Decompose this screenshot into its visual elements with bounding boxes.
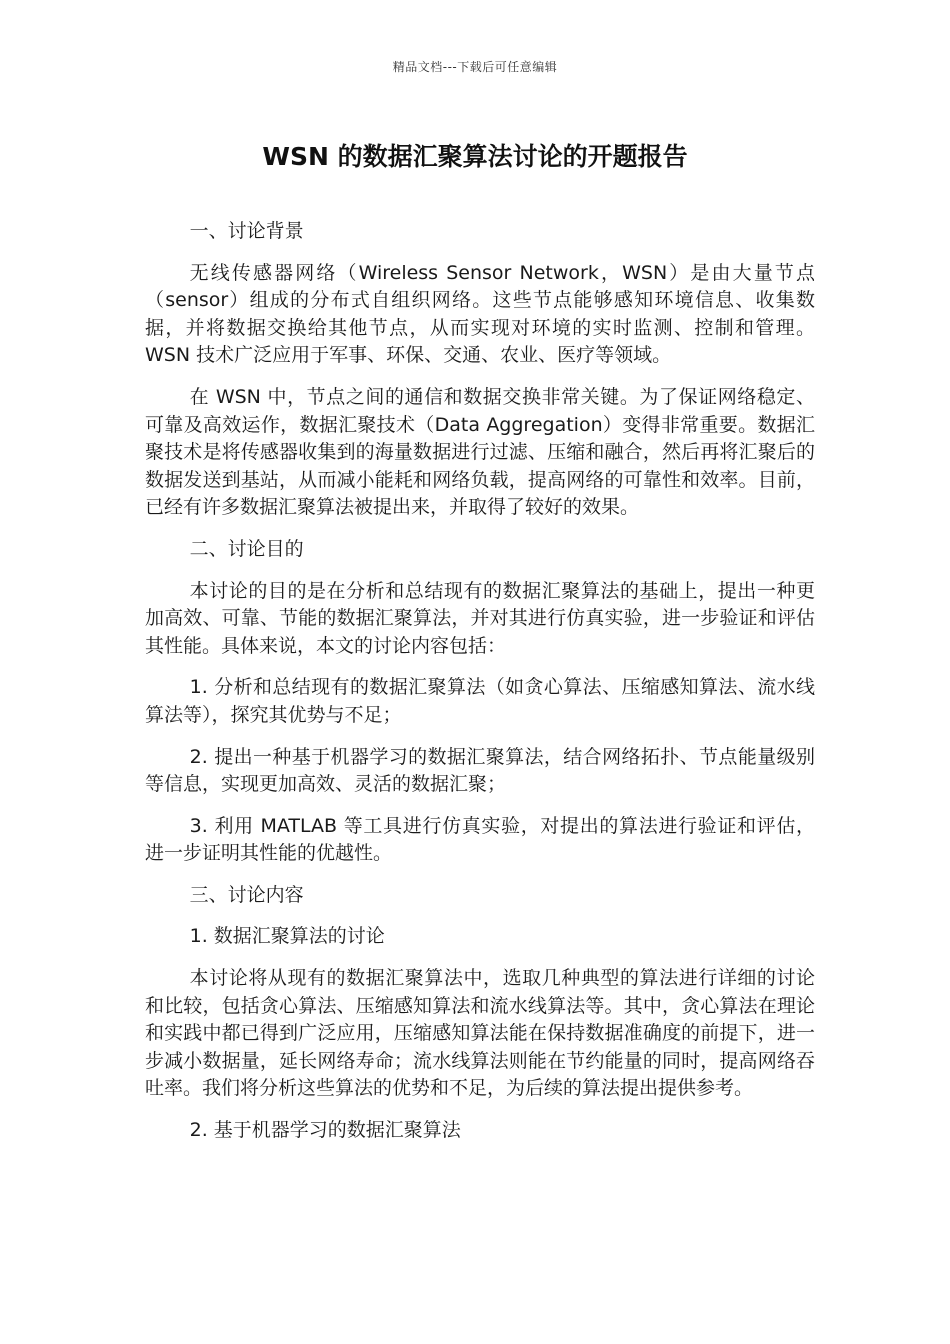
section-heading-background: 一、讨论背景 <box>189 220 304 242</box>
list-item-1: 1. 分析和总结现有的数据汇聚算法（如贪心算法、压缩感知算法、流水线算法等），探究其优势与不足； <box>145 676 815 726</box>
subsection-heading-1: 1. 数据汇聚算法的讨论 <box>189 925 385 948</box>
document-body <box>145 218 815 1159</box>
document-title: WSN 的数据汇聚算法讨论的开题报告 <box>262 142 688 171</box>
list-item-3: 3. 利用 MATLAB 等工具进行仿真实验，对提出的算法进行验证和评估，进一步证明其性能的优越性。 <box>145 814 815 865</box>
paragraph-wsn-intro: 无线传感器网络（Wireless Sensor Network，WSN）是由大量节点（sensor）组成的分布式自组织网络。这些节点能够感知环境信息、收集数据，并将数据交换给其他节点，从而实现对环境的实时监测、控制和管理。WSN 技术广泛应用于军事、环保、交通、农业、医疗等领域。 <box>145 261 815 367</box>
paragraph-algorithm-discussion: 本讨论将从现有的数据汇聚算法中，选取几种典型的算法进行详细的讨论和比较，包括贪心算法、压缩感知算法和流水线算法等。其中，贪心算法在理论和实践中都已得到广泛应用，压缩感知算法能在保持数据准确度的前提下，进一步减小数据量，延长网络寿命；流水线算法则能在节约能量的同时，提高网络吞吐率。我们将分析这些算法的优势和不足，为后续的算法提出提供参考。 <box>145 967 815 1100</box>
section-heading-content: 三、讨论内容 <box>189 883 304 906</box>
section-heading-purpose: 二、讨论目的 <box>189 537 304 560</box>
page-header: 精品文档---下载后可任意编辑 <box>392 60 558 74</box>
paragraph-data-aggregation: 在 WSN 中，节点之间的通信和数据交换非常关键。为了保证网络稳定、可靠及高效运作，数据汇聚技术（Data Aggregation）变得非常重要。数据汇聚技术是将传感器收集到的海量数据进行过滤、压缩和融合，然后再将汇聚后的数据发送到基站，从而减小能耗和网络负载，提高网络的可靠性和效率。目前，已经有许多数据汇聚算法被提出来，并取得了较好的效果。 <box>145 385 815 519</box>
paragraph-purpose: 本讨论的目的是在分析和总结现有的数据汇聚算法的基础上，提出一种更加高效、可靠、节能的数据汇聚算法，并对其进行仿真实验，进一步验证和评估其性能。具体来说，本文的讨论内容包括： <box>145 579 815 657</box>
list-item-2: 2. 提出一种基于机器学习的数据汇聚算法，结合网络拓扑、节点能量级别等信息，实现更加高效、灵活的数据汇聚； <box>145 745 815 796</box>
subsection-heading-2: 2. 基于机器学习的数据汇聚算法 <box>189 1119 461 1142</box>
